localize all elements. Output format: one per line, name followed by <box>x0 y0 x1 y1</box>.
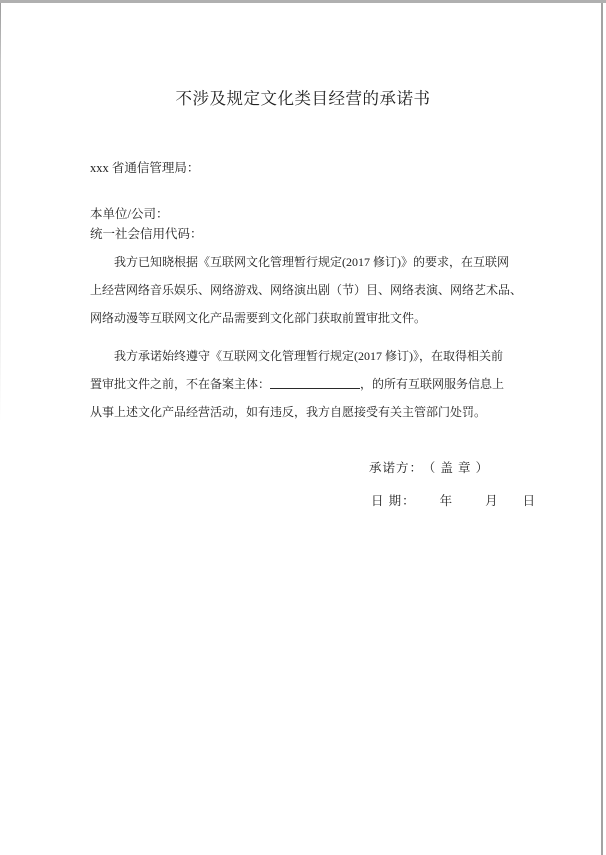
filing-entity-blank <box>270 377 360 389</box>
paragraph-line-text: ，的所有互联网服务信息上 <box>360 377 505 391</box>
paragraph-line <box>90 370 530 398</box>
credit-code-line: 统一社会信用代码： <box>90 227 203 241</box>
recipient-line: xxx 省通信管理局： <box>90 161 200 175</box>
paragraph-line: 我方已知晓根据《互联网文化管理暂行规定(2017 修订)》的要求，在互联网 <box>114 255 509 269</box>
paragraph-line-text: 置审批文件之前，不在备案主体： <box>90 377 271 391</box>
signature-date-line <box>371 494 536 509</box>
page-top-edge <box>0 0 606 3</box>
signature-party-line <box>369 461 489 476</box>
date-label: 日 期： <box>371 494 416 508</box>
paragraph-line: 网络动漫等互联网文化产品需要到文化部门获取前置审批文件。 <box>90 311 427 325</box>
paragraph-commitment <box>90 342 530 426</box>
org-name-line: 本单位/公司： <box>90 207 169 221</box>
paragraph-line: 我方承诺始终遵守《互联网文化管理暂行规定(2017 修订)》，在取得相关前 <box>114 349 503 363</box>
date-month-label: 月 <box>485 494 499 508</box>
paragraph-acknowledgement <box>90 248 530 332</box>
signature-party-label: 承诺方： <box>369 461 424 475</box>
paragraph-line: 上经营网络音乐娱乐、网络游戏、网络演出剧（节）目、网络表演、网络艺术品、 <box>90 283 523 297</box>
date-year-label: 年 <box>439 494 454 508</box>
document-title: 不涉及规定文化类目经营的承诺书 <box>175 89 431 108</box>
paragraph-line: 从事上述文化产品经营活动，如有违反，我方自愿接受有关主管部门处罚。 <box>90 405 487 419</box>
page-right-edge <box>601 3 603 855</box>
page-left-edge <box>0 3 1 503</box>
seal-placeholder: （ 盖 章 ） <box>429 461 490 475</box>
date-day-label: 日 <box>522 494 537 508</box>
